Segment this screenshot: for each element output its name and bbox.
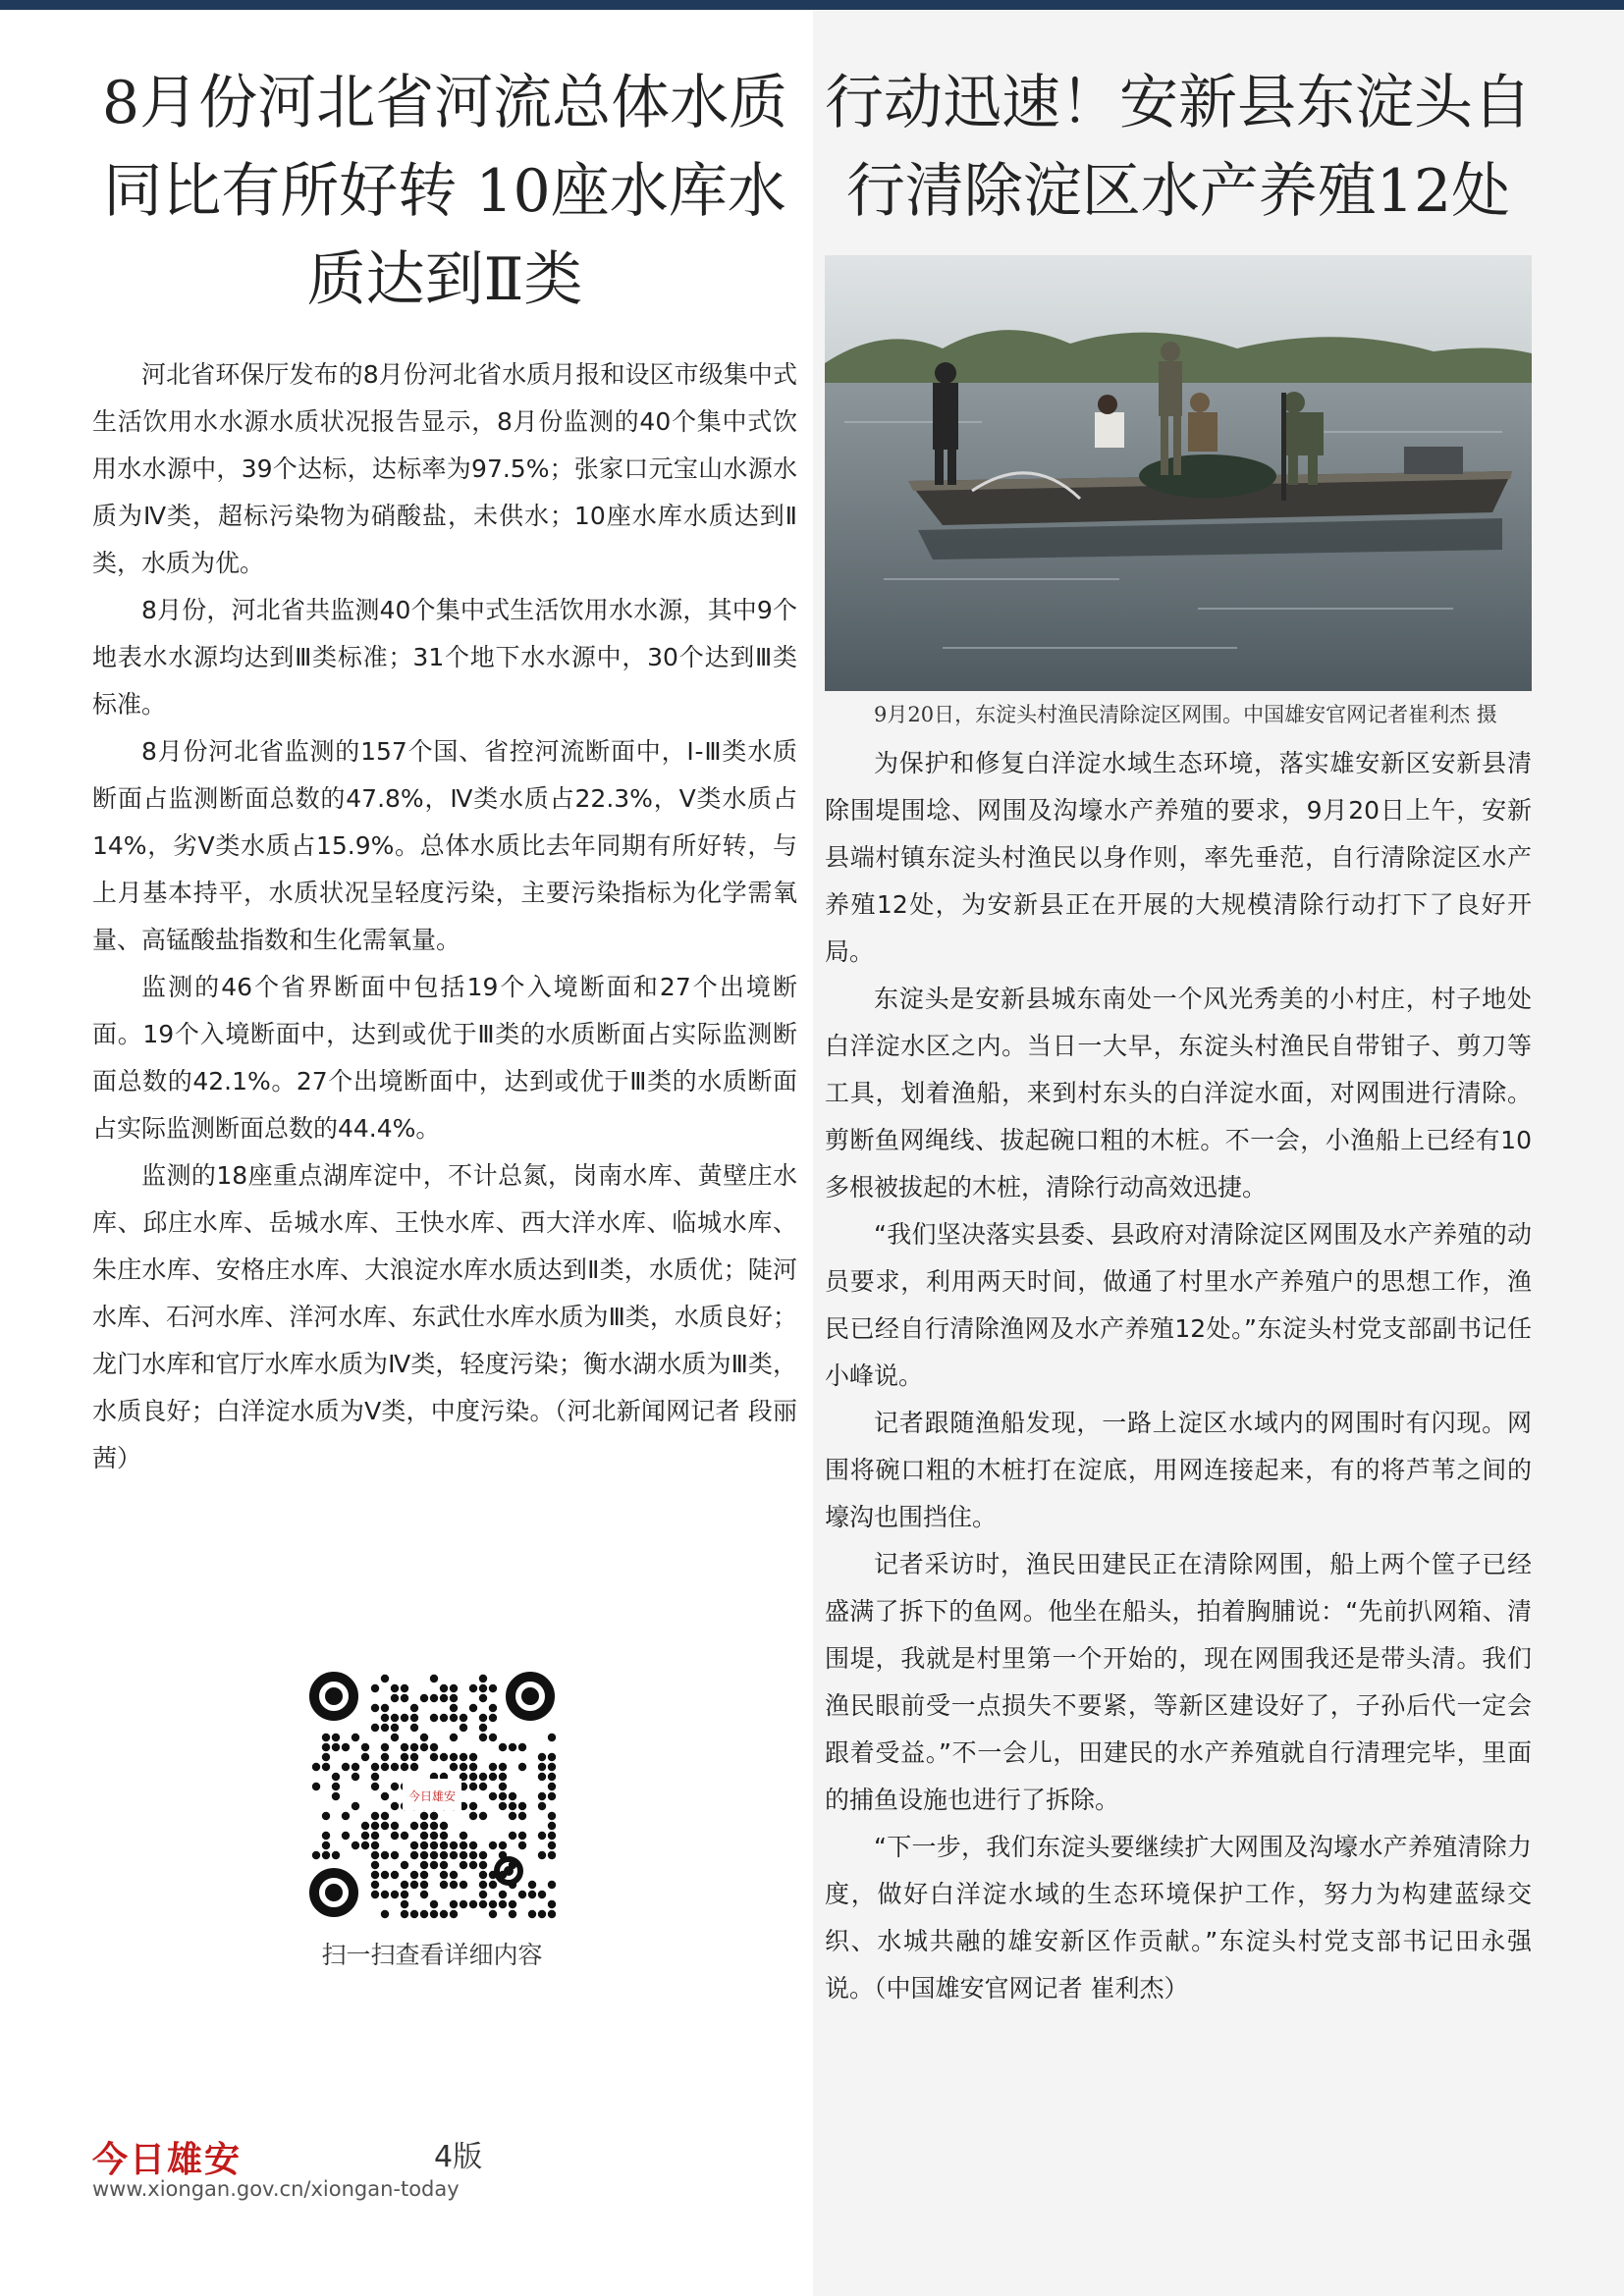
right-article-title: 行动迅速！安新县东淀头自行清除淀区水产养殖12处 xyxy=(825,69,1532,226)
footer-url[interactable]: www.xiongan.gov.cn/xiongan-today xyxy=(92,2177,460,2201)
qr-code-icon[interactable] xyxy=(306,1669,558,1920)
qr-center-logo: 今日雄安 xyxy=(407,1789,457,1803)
left-paragraph: 8月份河北省监测的157个国、省控河流断面中，Ⅰ-Ⅲ类水质断面占监测断面总数的47.8%，Ⅳ类水质占22.3%，Ⅴ类水质占14%，劣Ⅴ类水质占15.9%。总体水质比去年同期有所好转，与上月基本持平，水质状况呈轻度污染，主要污染指标为化学需氧量、高锰酸盐指数和生化需氧量。 xyxy=(92,737,797,954)
left-article xyxy=(92,59,797,1482)
left-article-body xyxy=(92,351,797,1482)
left-paragraph: 河北省环保厅发布的8月份河北省水质月报和设区市级集中式生活饮用水水源水质状况报告显示，8月份监测的40个集中式饮用水水源中，39个达标，达标率为97.5%；张家口元宝山水源水质为Ⅳ类，超标污染物为硝酸盐，未供水；10座水库水质达到Ⅱ类，水质为优。 xyxy=(92,360,797,577)
left-article-title: 8月份河北省河流总体水质同比有所好转 10座水库水质达到Ⅱ类 xyxy=(101,69,788,314)
left-paragraph: 8月份，河北省共监测40个集中式生活饮用水水源，其中9个地表水水源均达到Ⅲ类标准；31个地下水水源中，30个达到Ⅲ类标准。 xyxy=(92,596,797,719)
right-paragraph: 记者跟随渔船发现，一路上淀区水域内的网围时有闪现。网围将碗口粗的木桩打在淀底，用网连接起来，有的将芦苇之间的壕沟也围挡住。 xyxy=(825,1409,1532,1531)
left-paragraph: 监测的46个省界断面中包括19个入境断面和27个出境断面。19个入境断面中，达到或优于Ⅲ类的水质断面占实际监测断面总数的42.1%。27个出境断面中，达到或优于Ⅲ类的水质断面占实际监测断面总数的44.4%。 xyxy=(92,973,797,1143)
photo-caption: 9月20日，东淀头村渔民清除淀区网围。中国雄安官网记者崔利杰 摄 xyxy=(874,703,1497,726)
qr-caption: 扫一扫查看详细内容 xyxy=(321,1941,543,1969)
qr-code[interactable] xyxy=(306,1669,562,1920)
right-paragraph: 记者采访时，渔民田建民正在清除网围，船上两个筐子已经盛满了拆下的鱼网。他坐在船头，拍着胸脯说：“先前扒网箱、清围堤，我就是村里第一个开始的，现在网围我还是带头清。我们渔民眼前受一点损失不要紧，等新区建设好了，子孙后代一定会跟着受益。”不一会儿，田建民的水产养殖就自行清理完毕，里面的捕鱼设施也进行了拆除。 xyxy=(825,1550,1532,1814)
right-paragraph: “下一步，我们东淀头要继续扩大网围及沟壕水产养殖清除力度，做好白洋淀水域的生态环境保护工作，努力为构建蓝绿交织、水城共融的雄安新区作贡献。”东淀头村党支部书记田永强说。（中国雄安官网记者 崔利杰） xyxy=(825,1833,1532,2002)
article-photo xyxy=(825,255,1532,691)
right-article xyxy=(825,59,1532,2012)
right-paragraph: 为保护和修复白洋淀水域生态环境，落实雄安新区安新县清除围堤围埝、网围及沟壕水产养殖的要求，9月20日上午，安新县端村镇东淀头村渔民以身作则，率先垂范，自行清除淀区水产养殖12处，为安新县正在开展的大规模清除行动打下了良好开局。 xyxy=(825,749,1532,966)
top-bar xyxy=(0,0,1624,10)
right-paragraph: 东淀头是安新县城东南处一个风光秀美的小村庄，村子地处白洋淀水区之内。当日一大早，东淀头村渔民自带钳子、剪刀等工具，划着渔船，来到村东头的白洋淀水面，对网围进行清除。剪断鱼网绳线、拔起碗口粗的木桩。不一会，小渔船上已经有10多根被拔起的木桩，清除行动高效迅捷。 xyxy=(825,985,1532,1201)
fishing-boat-photo-illustration xyxy=(825,255,1532,691)
page-number: 4版 xyxy=(434,2140,483,2174)
right-paragraph: “我们坚决落实县委、县政府对清除淀区网围及水产养殖的动员要求，利用两天时间，做通了村里水产养殖户的思想工作，渔民已经自行清除渔网及水产养殖12处。”东淀头村党支部副书记任小峰说。 xyxy=(825,1220,1532,1390)
right-article-body xyxy=(825,740,1532,2012)
left-paragraph: 监测的18座重点湖库淀中，不计总氮，岗南水库、黄壁庄水库、邱庄水库、岳城水库、王快水库、西大洋水库、临城水库、朱庄水库、安格庄水库、大浪淀水库水质达到Ⅱ类，水质优；陡河水库、石河水库、洋河水库、东武仕水库水质为Ⅲ类，水质良好；龙门水库和官厅水库水质为Ⅳ类，轻度污染；衡水湖水质为Ⅲ类，水质良好；白洋淀水质为Ⅴ类，中度污染。（河北新闻网记者 段丽茜） xyxy=(92,1161,797,1472)
footer-logo: 今日雄安 xyxy=(92,2139,243,2180)
